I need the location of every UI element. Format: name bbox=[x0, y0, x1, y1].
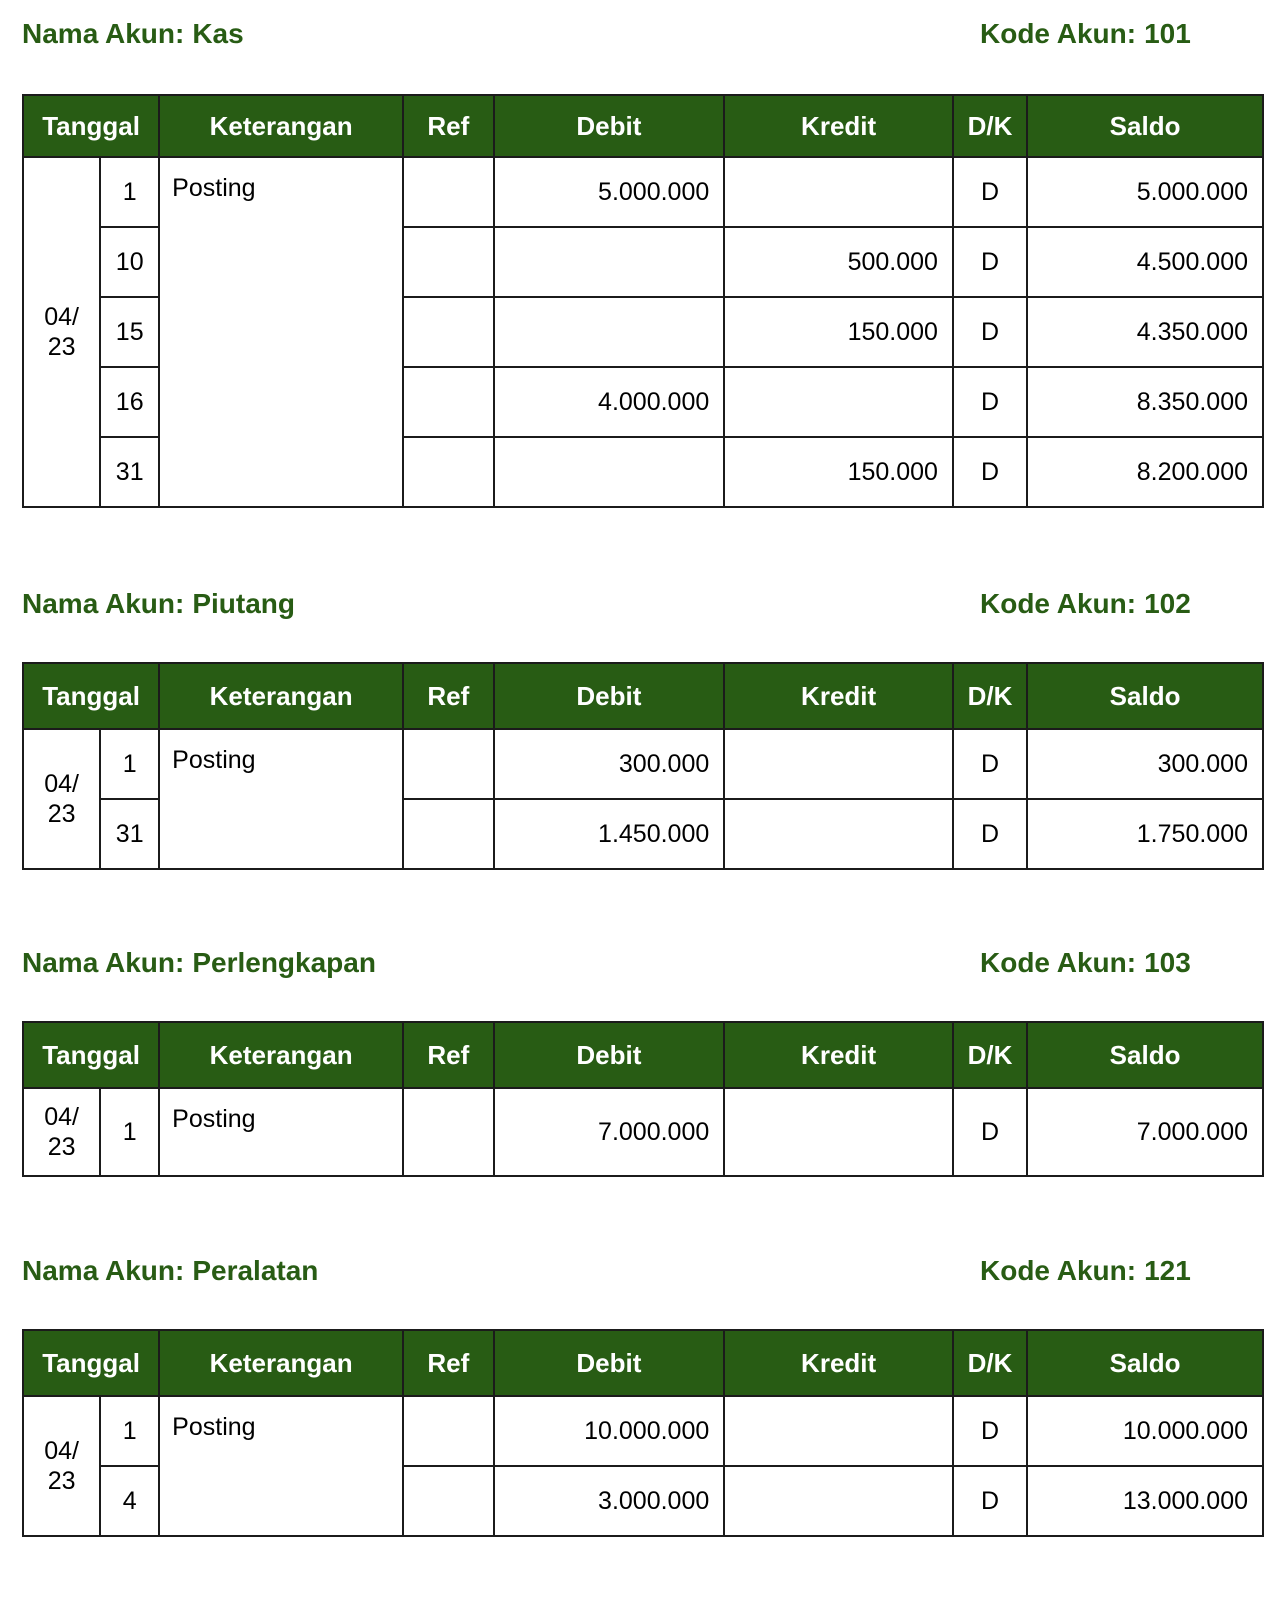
column-header-saldo: Saldo bbox=[1027, 1022, 1263, 1088]
table-row bbox=[23, 1088, 1263, 1176]
description-cell: Posting bbox=[159, 157, 403, 507]
account-name-prefix: Nama Akun: bbox=[22, 947, 185, 978]
account-code-value: 102 bbox=[1144, 588, 1191, 619]
kredit-cell: 500.000 bbox=[724, 227, 953, 297]
account-code-prefix: Kode Akun: bbox=[980, 18, 1137, 49]
kredit-cell: 150.000 bbox=[724, 297, 953, 367]
month-line: 04/ bbox=[44, 1437, 79, 1465]
dk-cell: D bbox=[953, 799, 1027, 869]
saldo-cell: 8.200.000 bbox=[1027, 437, 1263, 507]
column-header-debit: Debit bbox=[494, 663, 725, 729]
column-header-saldo: Saldo bbox=[1027, 663, 1263, 729]
account-section bbox=[22, 947, 1264, 1161]
kredit-cell bbox=[724, 1088, 953, 1176]
ref-cell bbox=[403, 1396, 493, 1466]
account-name bbox=[22, 588, 295, 620]
ref-cell bbox=[403, 297, 493, 367]
ledger-table bbox=[22, 94, 1264, 508]
account-name-value: Perlengkapan bbox=[192, 947, 376, 978]
day-cell: 15 bbox=[100, 297, 159, 367]
month-line: 04/ bbox=[44, 303, 79, 331]
kredit-cell bbox=[724, 157, 953, 227]
kredit-cell bbox=[724, 729, 953, 799]
day-cell: 1 bbox=[100, 1088, 159, 1176]
account-name bbox=[22, 947, 376, 979]
column-header-debit: Debit bbox=[494, 1330, 725, 1396]
debit-cell: 5.000.000 bbox=[494, 157, 725, 227]
account-section bbox=[22, 1255, 1264, 1515]
account-name-value: Piutang bbox=[192, 588, 295, 619]
account-header bbox=[22, 18, 1264, 58]
dk-cell: D bbox=[953, 1466, 1027, 1536]
debit-cell bbox=[494, 437, 725, 507]
month-cell bbox=[23, 1088, 100, 1176]
column-header-keterangan: Keterangan bbox=[159, 663, 403, 729]
column-header-kredit: Kredit bbox=[724, 95, 953, 157]
kredit-cell bbox=[724, 1396, 953, 1466]
column-header-debit: Debit bbox=[494, 1022, 725, 1088]
saldo-cell: 4.350.000 bbox=[1027, 297, 1263, 367]
saldo-cell: 7.000.000 bbox=[1027, 1088, 1263, 1176]
kredit-cell: 150.000 bbox=[724, 437, 953, 507]
ledger-table bbox=[22, 1021, 1264, 1177]
ledger-table bbox=[22, 1329, 1264, 1537]
day-cell: 31 bbox=[100, 799, 159, 869]
column-header-tanggal: Tanggal bbox=[23, 1330, 159, 1396]
account-code-value: 103 bbox=[1144, 947, 1191, 978]
account-code-value: 101 bbox=[1144, 18, 1191, 49]
column-header-debit: Debit bbox=[494, 95, 725, 157]
column-header-kredit: Kredit bbox=[724, 1330, 953, 1396]
column-header-dk: D/K bbox=[953, 95, 1027, 157]
account-header bbox=[22, 1255, 1264, 1295]
header-row bbox=[23, 95, 1263, 157]
account-code bbox=[980, 1255, 1191, 1287]
column-header-ref: Ref bbox=[403, 663, 493, 729]
ref-cell bbox=[403, 437, 493, 507]
column-header-ref: Ref bbox=[403, 1022, 493, 1088]
column-header-saldo: Saldo bbox=[1027, 1330, 1263, 1396]
account-name-prefix: Nama Akun: bbox=[22, 18, 185, 49]
year-line: 23 bbox=[47, 333, 76, 361]
dk-cell: D bbox=[953, 437, 1027, 507]
kredit-cell bbox=[724, 367, 953, 437]
column-header-keterangan: Keterangan bbox=[159, 95, 403, 157]
header-row bbox=[23, 1330, 1263, 1396]
description-cell: Posting bbox=[159, 1396, 403, 1536]
account-code-prefix: Kode Akun: bbox=[980, 1255, 1137, 1286]
account-name-prefix: Nama Akun: bbox=[22, 1255, 185, 1286]
dk-cell: D bbox=[953, 367, 1027, 437]
column-header-saldo: Saldo bbox=[1027, 95, 1263, 157]
debit-cell: 1.450.000 bbox=[494, 799, 725, 869]
column-header-dk: D/K bbox=[953, 663, 1027, 729]
ledger-table bbox=[22, 662, 1264, 870]
column-header-kredit: Kredit bbox=[724, 1022, 953, 1088]
month-cell bbox=[23, 1396, 100, 1536]
ref-cell bbox=[403, 367, 493, 437]
year-line: 23 bbox=[47, 800, 76, 828]
year-line: 23 bbox=[47, 1133, 76, 1161]
account-name bbox=[22, 18, 244, 50]
column-header-tanggal: Tanggal bbox=[23, 1022, 159, 1088]
saldo-cell: 5.000.000 bbox=[1027, 157, 1263, 227]
description-cell: Posting bbox=[159, 729, 403, 869]
month-cell bbox=[23, 157, 100, 507]
column-header-dk: D/K bbox=[953, 1022, 1027, 1088]
header-row bbox=[23, 1022, 1263, 1088]
dk-cell: D bbox=[953, 1396, 1027, 1466]
account-code-prefix: Kode Akun: bbox=[980, 588, 1137, 619]
day-cell: 1 bbox=[100, 157, 159, 227]
account-code-prefix: Kode Akun: bbox=[980, 947, 1137, 978]
saldo-cell: 10.000.000 bbox=[1027, 1396, 1263, 1466]
column-header-keterangan: Keterangan bbox=[159, 1022, 403, 1088]
description-cell: Posting bbox=[159, 1088, 403, 1176]
dk-cell: D bbox=[953, 157, 1027, 227]
debit-cell: 3.000.000 bbox=[494, 1466, 725, 1536]
table-row bbox=[23, 1396, 1263, 1466]
account-header bbox=[22, 588, 1264, 628]
column-header-dk: D/K bbox=[953, 1330, 1027, 1396]
account-name bbox=[22, 1255, 318, 1287]
saldo-cell: 1.750.000 bbox=[1027, 799, 1263, 869]
month-cell bbox=[23, 729, 100, 869]
account-section bbox=[22, 18, 1264, 486]
column-header-tanggal: Tanggal bbox=[23, 663, 159, 729]
account-code-value: 121 bbox=[1144, 1255, 1191, 1286]
account-code bbox=[980, 947, 1191, 979]
kredit-cell bbox=[724, 799, 953, 869]
debit-cell: 4.000.000 bbox=[494, 367, 725, 437]
debit-cell: 10.000.000 bbox=[494, 1396, 725, 1466]
table-row bbox=[23, 729, 1263, 799]
dk-cell: D bbox=[953, 1088, 1027, 1176]
debit-cell bbox=[494, 297, 725, 367]
day-cell: 31 bbox=[100, 437, 159, 507]
ref-cell bbox=[403, 1466, 493, 1536]
day-cell: 1 bbox=[100, 729, 159, 799]
month-line: 04/ bbox=[44, 770, 79, 798]
day-cell: 16 bbox=[100, 367, 159, 437]
kredit-cell bbox=[724, 1466, 953, 1536]
month-line: 04/ bbox=[44, 1103, 79, 1131]
account-name-prefix: Nama Akun: bbox=[22, 588, 185, 619]
account-code bbox=[980, 588, 1191, 620]
debit-cell: 7.000.000 bbox=[494, 1088, 725, 1176]
table-row bbox=[23, 157, 1263, 227]
ref-cell bbox=[403, 227, 493, 297]
dk-cell: D bbox=[953, 297, 1027, 367]
header-row bbox=[23, 663, 1263, 729]
debit-cell bbox=[494, 227, 725, 297]
account-name-value: Kas bbox=[192, 18, 244, 49]
column-header-ref: Ref bbox=[403, 1330, 493, 1396]
debit-cell: 300.000 bbox=[494, 729, 725, 799]
account-section bbox=[22, 588, 1264, 848]
ref-cell bbox=[403, 157, 493, 227]
day-cell: 10 bbox=[100, 227, 159, 297]
dk-cell: D bbox=[953, 227, 1027, 297]
saldo-cell: 300.000 bbox=[1027, 729, 1263, 799]
column-header-keterangan: Keterangan bbox=[159, 1330, 403, 1396]
account-header bbox=[22, 947, 1264, 987]
day-cell: 4 bbox=[100, 1466, 159, 1536]
saldo-cell: 8.350.000 bbox=[1027, 367, 1263, 437]
saldo-cell: 13.000.000 bbox=[1027, 1466, 1263, 1536]
year-line: 23 bbox=[47, 1467, 76, 1495]
ref-cell bbox=[403, 799, 493, 869]
ref-cell bbox=[403, 1088, 493, 1176]
dk-cell: D bbox=[953, 729, 1027, 799]
column-header-tanggal: Tanggal bbox=[23, 95, 159, 157]
account-code bbox=[980, 18, 1191, 50]
day-cell: 1 bbox=[100, 1396, 159, 1466]
column-header-ref: Ref bbox=[403, 95, 493, 157]
saldo-cell: 4.500.000 bbox=[1027, 227, 1263, 297]
account-name-value: Peralatan bbox=[192, 1255, 319, 1286]
ref-cell bbox=[403, 729, 493, 799]
column-header-kredit: Kredit bbox=[724, 663, 953, 729]
